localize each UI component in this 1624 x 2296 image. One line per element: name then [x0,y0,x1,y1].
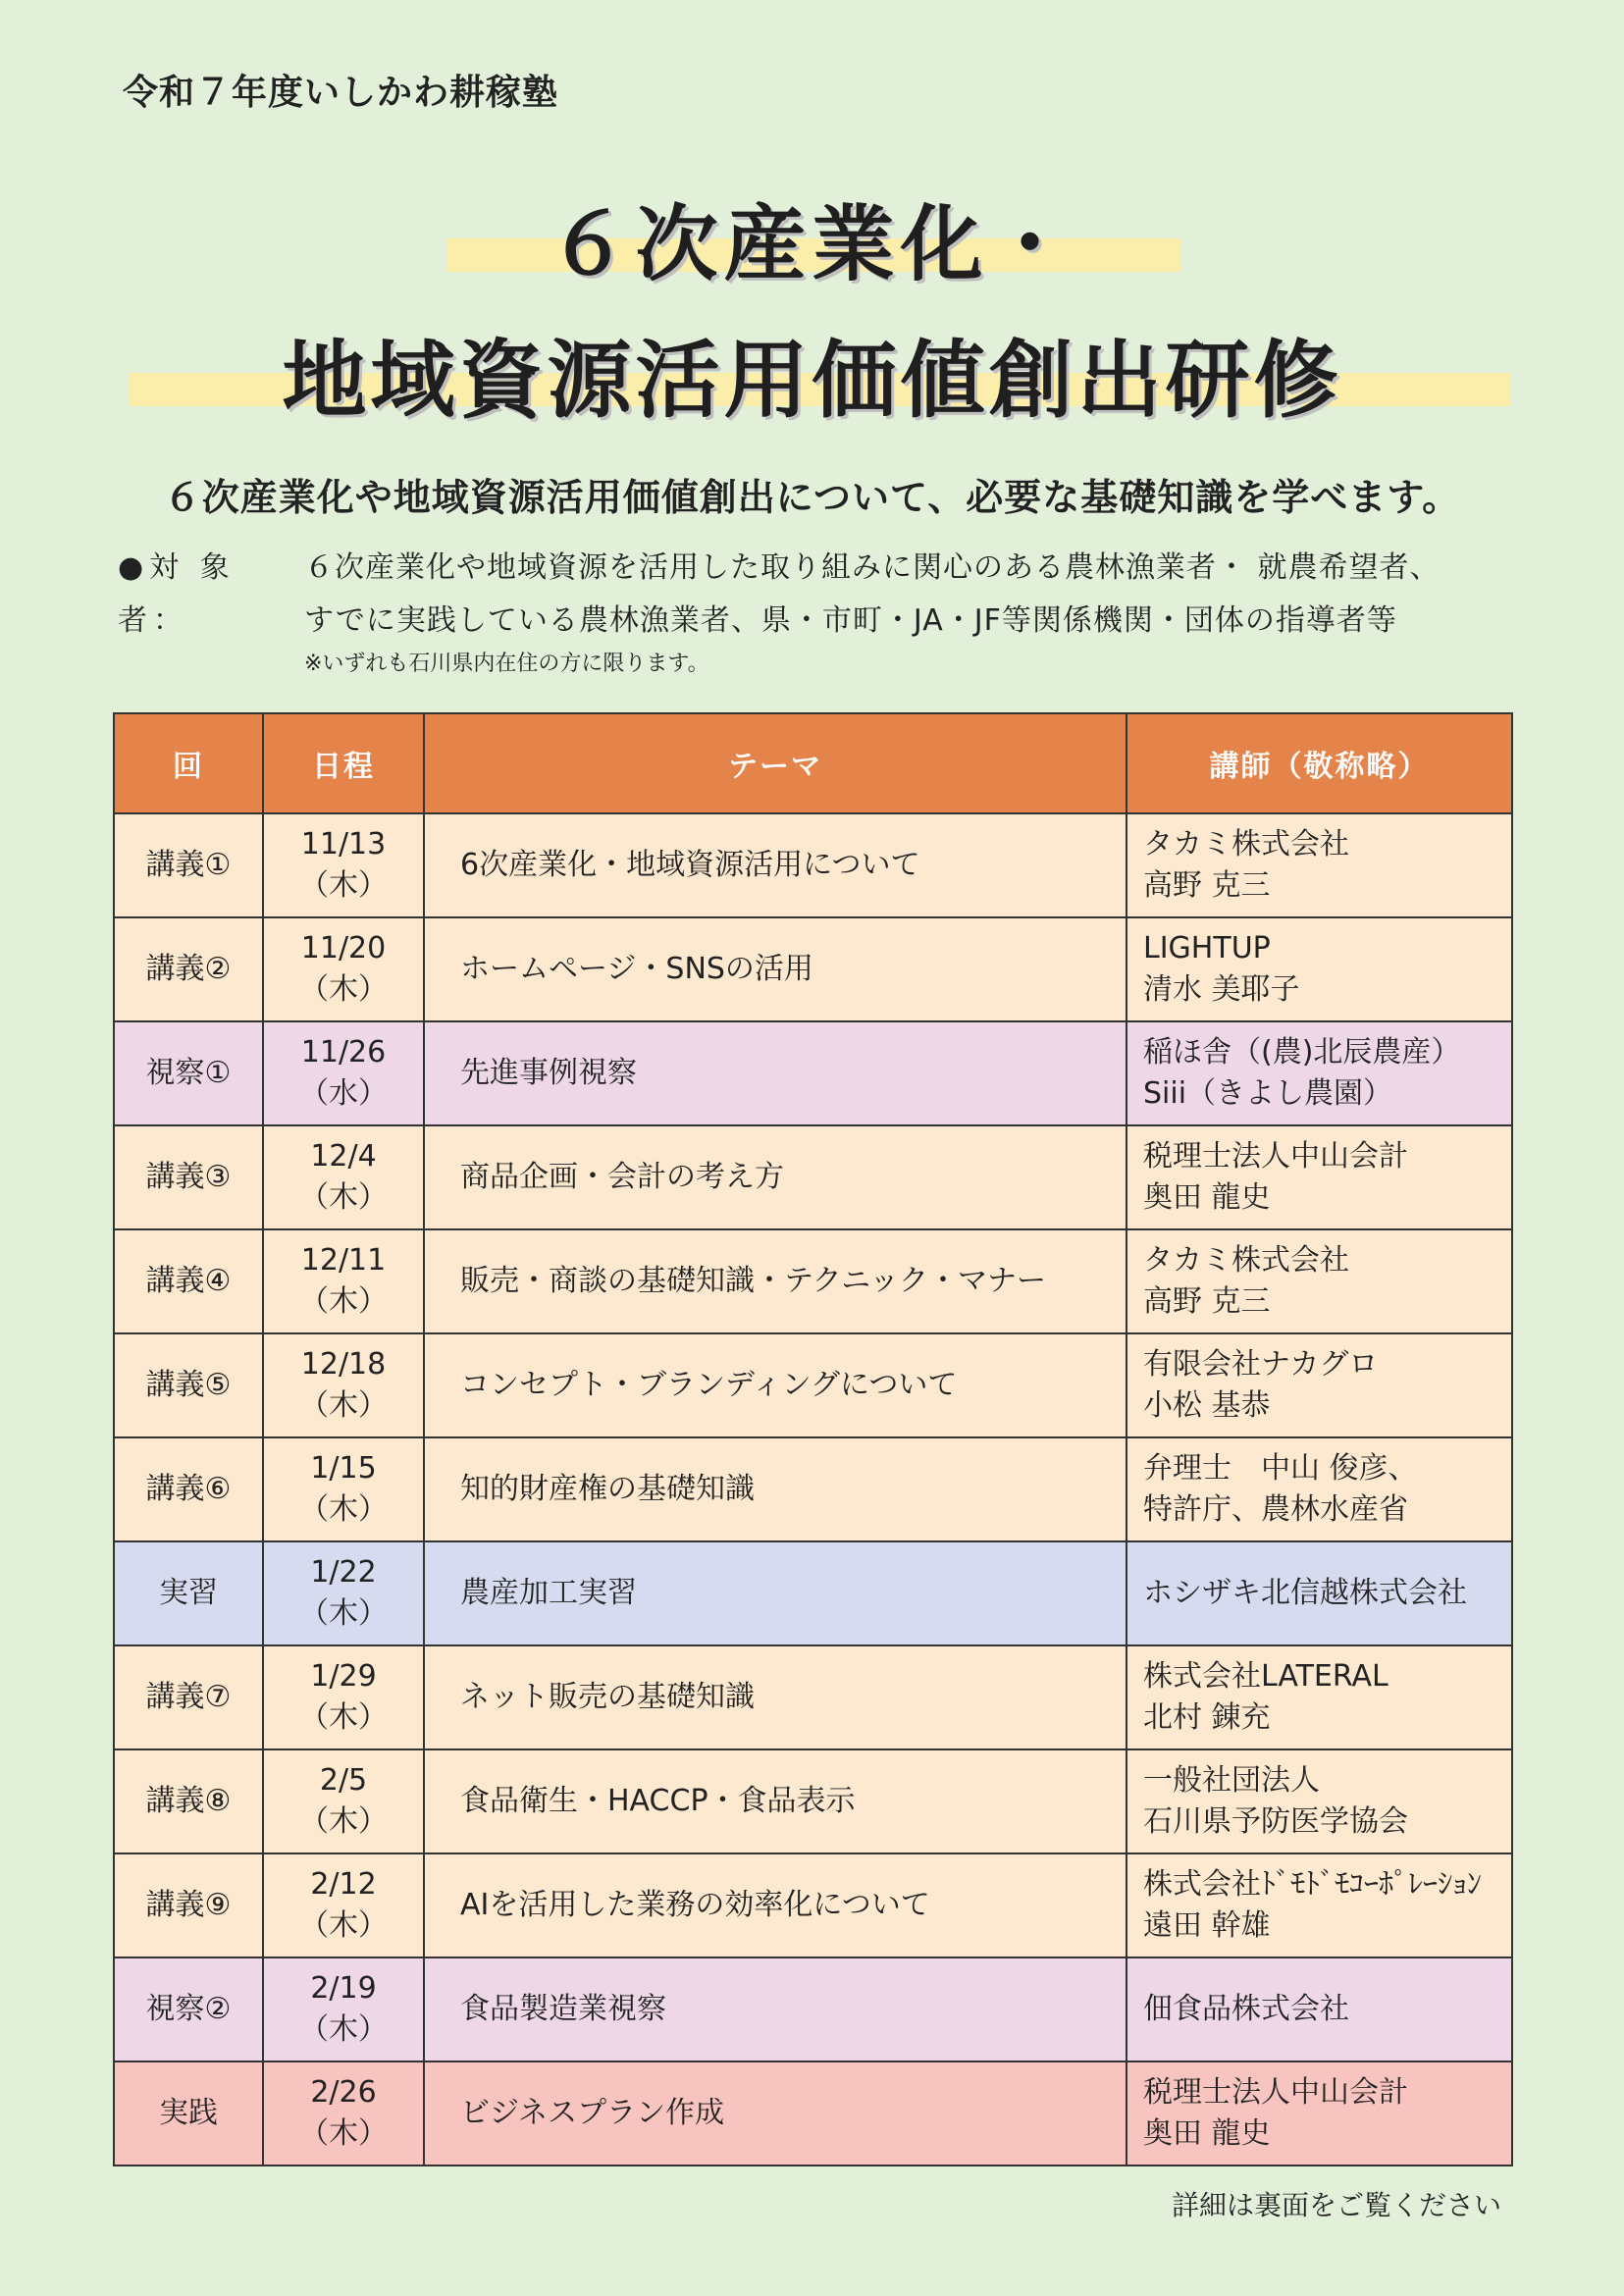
date-text: 12/4 [310,1139,377,1174]
date-cell [263,1957,424,2061]
lecturer-cell [1126,1437,1512,1541]
lecturer-org: 株式会社LATERAL [1143,1659,1388,1694]
target-body [304,542,1619,681]
weekday-text: （木） [299,1908,388,1943]
theme-cell: AIを活用した業務の効率化について [424,1853,1126,1957]
lecturer-name: 遠田 幹雄 [1143,1908,1271,1943]
lecturer-org: 佃食品株式会社 [1143,1992,1349,2026]
session-cell: 視察② [114,1957,263,2061]
weekday-text: （木） [299,1596,388,1631]
theme-cell: 知的財産権の基礎知識 [424,1437,1126,1541]
lecturer-name: 奥田 龍史 [1143,2116,1271,2151]
theme-cell: 6次産業化・地域資源活用について [424,813,1126,917]
date-text: 2/19 [310,1971,377,2006]
theme-cell: 食品製造業視察 [424,1957,1126,2061]
session-cell: 講義① [114,813,263,917]
page-title-line-1: ６次産業化・ [547,196,1077,292]
lecturer-name: 石川県予防医学協会 [1143,1804,1408,1839]
lecturer-cell [1126,1229,1512,1333]
lecturer-org: 株式会社ﾄﾞﾓﾄﾞﾓｺｰﾎﾟﾚｰｼｮﾝ [1143,1867,1482,1902]
target-note: ※いずれも石川県内在住の方に限ります。 [304,652,709,676]
date-text: 12/18 [300,1347,387,1382]
weekday-text: （木） [299,972,388,1007]
date-cell [263,1749,424,1853]
session-cell: 講義⑤ [114,1333,263,1437]
header-theme: テーマ [424,713,1126,813]
lead-text: ６次産業化や地域資源活用価値創出について、必要な基礎知識を学べます。 [163,476,1461,519]
lecturer-org: タカミ株式会社 [1143,827,1349,861]
table-row [114,1333,1512,1437]
session-cell: 講義④ [114,1229,263,1333]
session-cell: 講義③ [114,1125,263,1229]
table-header-row [114,713,1512,813]
lecturer-name: 奥田 龍史 [1143,1180,1271,1215]
table-row [114,1021,1512,1125]
lecturer-name: Siii（きよし農園） [1143,1076,1393,1111]
weekday-text: （木） [299,1700,388,1735]
lecturer-org: 税理士法人中山会計 [1143,1139,1408,1174]
date-cell [263,1229,424,1333]
theme-cell: 食品衛生・HACCP・食品表示 [424,1749,1126,1853]
target-audience [118,542,1619,681]
session-cell: 講義⑧ [114,1749,263,1853]
lecturer-org: タカミ株式会社 [1143,1243,1349,1278]
session-cell: 講義⑦ [114,1645,263,1749]
date-text: 1/29 [310,1659,377,1694]
header-lecturer: 講師（敬称略） [1126,713,1512,813]
theme-cell: ネット販売の基礎知識 [424,1645,1126,1749]
lecturer-name: 小松 基恭 [1143,1388,1271,1423]
date-cell [263,813,424,917]
lecturer-org: ホシザキ北信越株式会社 [1143,1576,1467,1610]
weekday-text: （木） [299,2116,388,2151]
weekday-text: （木） [299,1804,388,1839]
date-cell [263,1437,424,1541]
lecturer-org: 一般社団法人 [1143,1763,1320,1798]
lecturer-cell [1126,2061,1512,2166]
date-text: 11/13 [300,827,387,861]
target-line-2: すでに実践している農林漁業者、県・市町・JA・JF等関係機関・団体の指導者等 [304,603,1397,638]
target-line-1: ６次産業化や地域資源を活用した取り組みに関心のある農林漁業者・ 就農希望者、 [304,550,1441,585]
weekday-text: （木） [299,1388,388,1423]
table-row [114,917,1512,1021]
table-row [114,1957,1512,2061]
weekday-text: （木） [299,1180,388,1215]
date-text: 11/20 [300,931,387,965]
lecturer-name: 特許庁、農林水産省 [1143,1492,1408,1527]
weekday-text: （木） [299,2012,388,2047]
date-text: 1/15 [310,1451,377,1486]
date-text: 2/12 [310,1867,377,1902]
lecturer-name: 高野 克三 [1143,1284,1271,1319]
lecturer-org: 弁理士 中山 俊彦、 [1143,1451,1418,1486]
lecturer-cell [1126,1333,1512,1437]
table-row [114,1749,1512,1853]
date-cell [263,1645,424,1749]
table-row [114,1853,1512,1957]
session-cell: 視察① [114,1021,263,1125]
table-row [114,1229,1512,1333]
session-cell: 講義② [114,917,263,1021]
lecturer-cell [1126,1853,1512,1957]
lecturer-org: 税理士法人中山会計 [1143,2075,1408,2110]
lecturer-cell [1126,1957,1512,2061]
schedule-table [113,712,1513,2166]
date-text: 2/26 [310,2075,377,2110]
lecturer-name: 高野 克三 [1143,868,1271,903]
table-row [114,2061,1512,2166]
weekday-text: （木） [299,868,388,903]
table-row [114,1541,1512,1645]
weekday-text: （木） [299,1492,388,1527]
lecturer-org: 有限会社ナカグロ [1143,1347,1379,1382]
target-label: ●対 象 者： [118,550,236,638]
session-cell: 実習 [114,1541,263,1645]
session-cell: 実践 [114,2061,263,2166]
lecturer-cell [1126,1645,1512,1749]
lecturer-cell [1126,917,1512,1021]
date-cell [263,1541,424,1645]
table-row [114,1645,1512,1749]
weekday-text: （水） [299,1076,388,1111]
date-cell [263,1333,424,1437]
date-text: 2/5 [319,1763,368,1798]
footer-note: 詳細は裏面をご覧ください [1171,2189,1501,2221]
theme-cell: ビジネスプラン作成 [424,2061,1126,2166]
theme-cell: 先進事例視察 [424,1021,1126,1125]
theme-cell: 商品企画・会計の考え方 [424,1125,1126,1229]
date-text: 12/11 [300,1243,387,1278]
theme-cell: コンセプト・ブランディングについて [424,1333,1126,1437]
program-name: 令和７年度いしかわ耕稼塾 [123,73,559,113]
lecturer-org: 稲ほ舎（(農)北辰農産） [1143,1035,1461,1070]
date-text: 1/22 [310,1555,377,1590]
page-title-line-2: 地域資源活用価値創出研修 [282,332,1342,430]
date-cell [263,1125,424,1229]
date-cell [263,1853,424,1957]
lecturer-cell [1126,1021,1512,1125]
date-cell [263,917,424,1021]
lecturer-cell [1126,1125,1512,1229]
date-text: 11/26 [300,1035,387,1070]
date-cell [263,2061,424,2166]
theme-cell: 農産加工実習 [424,1541,1126,1645]
session-cell: 講義⑨ [114,1853,263,1957]
theme-cell: ホームページ・SNSの活用 [424,917,1126,1021]
table-row [114,1437,1512,1541]
lecturer-cell [1126,1541,1512,1645]
theme-cell: 販売・商談の基礎知識・テクニック・マナー [424,1229,1126,1333]
lecturer-name: 清水 美耶子 [1143,972,1300,1007]
session-cell: 講義⑥ [114,1437,263,1541]
lecturer-cell [1126,813,1512,917]
lecturer-cell [1126,1749,1512,1853]
lecturer-org: LIGHTUP [1143,931,1271,965]
table-row [114,1125,1512,1229]
weekday-text: （木） [299,1284,388,1319]
header-session: 回 [114,713,263,813]
header-date: 日程 [263,713,424,813]
lecturer-name: 北村 錬充 [1143,1700,1271,1735]
table-row [114,813,1512,917]
date-cell [263,1021,424,1125]
